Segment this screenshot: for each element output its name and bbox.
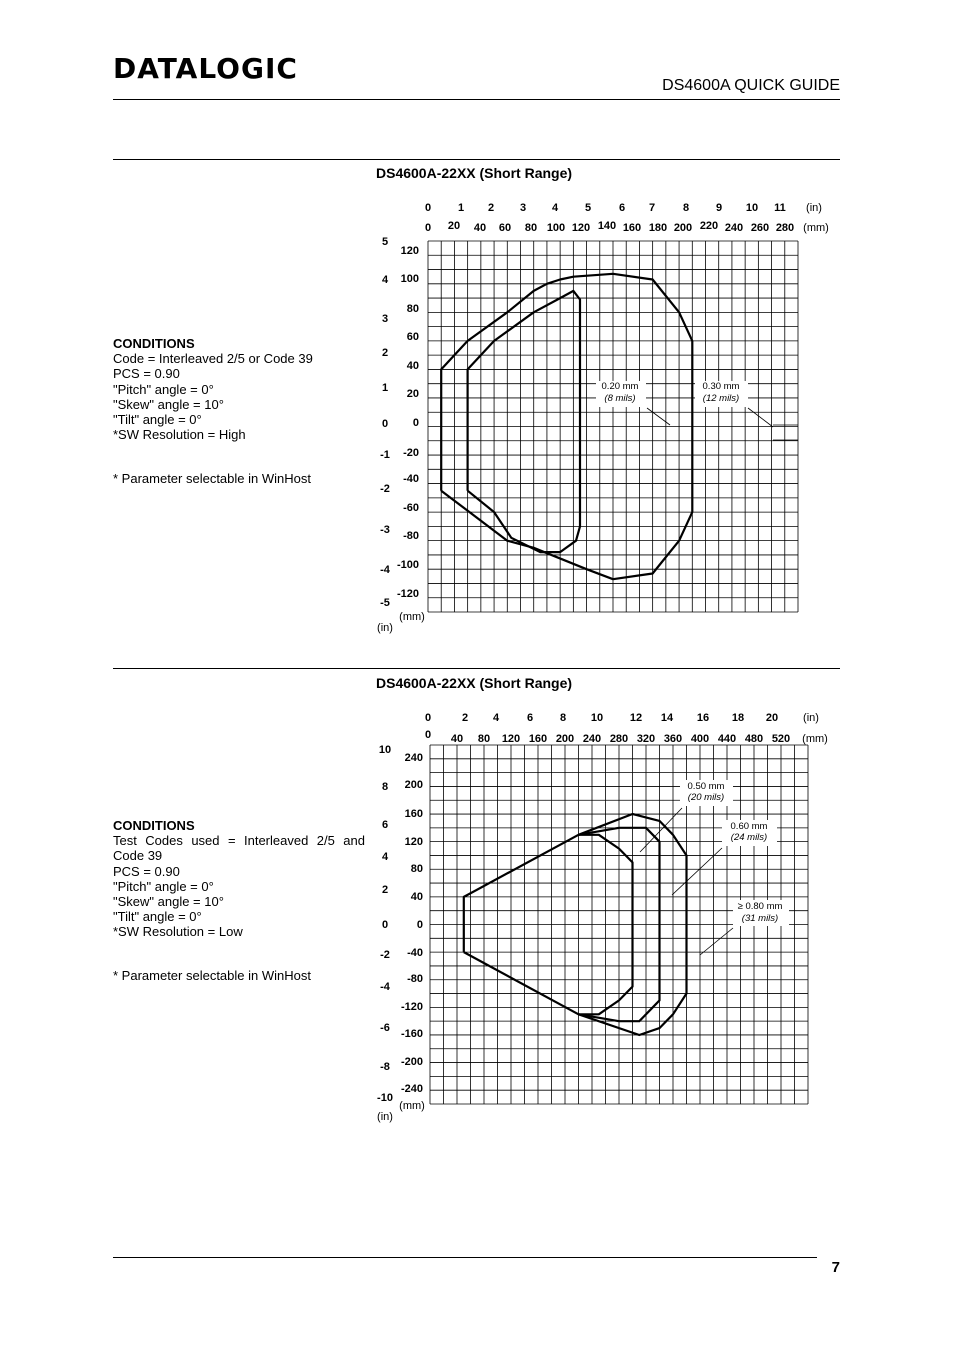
x-tick-label-in: 2: [461, 712, 469, 724]
footer-rule: [113, 1257, 817, 1258]
x-tick-label-mm: 40: [473, 222, 487, 234]
curve-label-leader: [700, 928, 733, 955]
x-tick-label-in: 6: [526, 712, 534, 724]
condition-line: PCS = 0.90: [113, 366, 180, 382]
section1-note: * Parameter selectable in WinHost: [113, 471, 311, 486]
y-tick-label-mm: 120: [400, 245, 419, 257]
y-tick-label-in: 3: [381, 313, 389, 325]
x-tick-label-in: 5: [584, 202, 592, 214]
y-unit-in: (in): [377, 622, 393, 634]
y-tick-label-in: 0: [381, 418, 389, 430]
y-tick-label-in: -6: [380, 1022, 390, 1034]
y-tick-label-in: -3: [380, 524, 390, 536]
x-tick-label-mm: 60: [498, 222, 512, 234]
y-tick-label-mm: -120: [396, 588, 419, 600]
x-tick-label-mm: 200: [673, 222, 693, 234]
x-unit-mm: (mm): [803, 222, 829, 234]
y-tick-label-mm: 200: [404, 779, 423, 791]
section2-title: DS4600A-22XX (Short Range): [376, 675, 573, 691]
x-tick-label-mm: 280: [775, 222, 795, 234]
curve-label-resolution: 0.50 mm: [687, 781, 725, 792]
y-tick-label-mm: 40: [410, 891, 423, 903]
y-tick-label-mm: 40: [406, 360, 419, 372]
x-tick-label-mm: 0: [424, 729, 432, 741]
x-tick-label-in: 2: [487, 202, 495, 214]
page-number: 7: [831, 1259, 840, 1276]
x-unit-in: (in): [806, 202, 822, 214]
curve-label-mils: (24 mils): [730, 832, 768, 843]
x-tick-label-mm: 80: [524, 222, 538, 234]
y-tick-label-mm: -40: [403, 473, 419, 485]
x-tick-label-mm: 280: [609, 733, 629, 745]
x-tick-label-mm: 480: [744, 733, 764, 745]
y-tick-label-in: -10: [377, 1092, 393, 1104]
y-tick-label-mm: -80: [407, 973, 423, 985]
condition-line: "Tilt" angle = 0°: [113, 412, 202, 428]
x-tick-label-in: 0: [424, 202, 432, 214]
x-tick-label-in: 3: [519, 202, 527, 214]
x-tick-label-in: 11: [774, 202, 786, 214]
y-tick-label-mm: 0: [412, 417, 419, 429]
x-tick-label-mm: 220: [699, 220, 719, 232]
condition-line: Code = Interleaved 2/5 or Code 39: [113, 351, 313, 367]
x-tick-label-mm: 160: [622, 222, 642, 234]
y-tick-label-mm: 0: [416, 919, 423, 931]
x-tick-label-in: 0: [424, 712, 432, 724]
conditions-heading: CONDITIONS: [113, 818, 195, 833]
x-tick-label-in: 1: [457, 202, 465, 214]
x-unit-mm: (mm): [802, 733, 828, 745]
section1-title: DS4600A-22XX (Short Range): [376, 165, 573, 181]
y-tick-label-in: 0: [381, 919, 389, 931]
y-tick-label-in: 4: [381, 274, 389, 286]
condition-line: "Pitch" angle = 0°: [113, 878, 214, 894]
x-unit-in: (in): [803, 712, 819, 724]
y-tick-label-mm: 240: [404, 752, 423, 764]
x-tick-label-in: 10: [590, 712, 604, 724]
x-tick-label-mm: 140: [597, 220, 617, 232]
x-tick-label-in: 12: [629, 712, 643, 724]
x-tick-label-mm: 160: [528, 733, 548, 745]
y-unit-mm: (mm): [399, 611, 425, 623]
x-tick-label-mm: 20: [447, 220, 461, 232]
x-tick-label-in: 20: [765, 712, 779, 724]
x-tick-label-mm: 520: [771, 733, 791, 745]
y-tick-label-in: 5: [381, 236, 389, 248]
x-tick-label-in: 9: [715, 202, 723, 214]
datalogic-logo: DATALOGIC: [113, 52, 298, 85]
y-tick-label-in: 10: [378, 744, 392, 756]
section2-note: * Parameter selectable in WinHost: [113, 968, 311, 983]
y-tick-label-mm: 100: [400, 273, 419, 285]
x-tick-label-mm: 360: [663, 733, 683, 745]
y-unit-in: (in): [377, 1111, 393, 1123]
y-tick-label-mm: 80: [406, 303, 419, 315]
curve-label-resolution: 0.30 mm: [702, 381, 740, 392]
x-tick-label-mm: 440: [717, 733, 737, 745]
y-tick-label-in: 1: [381, 382, 389, 394]
y-tick-label-mm: -160: [400, 1028, 423, 1040]
condition-line: "Tilt" angle = 0°: [113, 909, 202, 925]
y-tick-label-mm: -80: [403, 530, 419, 542]
curve-label-resolution: 0.60 mm: [730, 821, 768, 832]
y-tick-label-mm: -120: [400, 1001, 423, 1013]
y-tick-label-mm: -60: [403, 502, 419, 514]
x-tick-label-mm: 120: [571, 222, 591, 234]
curve-label-leader: [672, 848, 722, 895]
curve-label-resolution: 0.20 mm: [601, 381, 639, 392]
document-title: DS4600A QUICK GUIDE: [662, 77, 840, 94]
conditions-heading: CONDITIONS: [113, 336, 195, 351]
y-tick-label-mm: -240: [400, 1083, 423, 1095]
x-tick-label-mm: 100: [546, 222, 566, 234]
y-unit-mm: (mm): [399, 1100, 425, 1112]
y-tick-label-in: -4: [380, 981, 390, 993]
y-tick-label-in: 2: [381, 884, 389, 896]
y-tick-label-mm: 160: [404, 808, 423, 820]
curve-label-mils: (8 mils): [604, 393, 636, 404]
condition-line: "Pitch" angle = 0°: [113, 381, 214, 397]
x-tick-label-mm: 320: [636, 733, 656, 745]
x-tick-label-in: 10: [745, 202, 759, 214]
x-tick-label-mm: 240: [724, 222, 744, 234]
x-tick-label-mm: 400: [690, 733, 710, 745]
y-tick-label-in: -2: [380, 483, 390, 495]
y-tick-label-mm: 60: [406, 331, 419, 343]
y-tick-label-in: -4: [380, 564, 390, 576]
condition-line: *SW Resolution = High: [113, 427, 246, 443]
curve-label-mils: (31 mils): [741, 913, 779, 924]
condition-line: *SW Resolution = Low: [113, 924, 243, 940]
condition-line: Test Codes used = Interleaved 2/5 and Code 39: [113, 833, 365, 864]
y-tick-label-mm: -100: [396, 559, 419, 571]
x-tick-label-in: 8: [682, 202, 690, 214]
y-tick-label-mm: 80: [410, 863, 423, 875]
x-tick-label-mm: 260: [750, 222, 770, 234]
x-tick-label-mm: 120: [501, 733, 521, 745]
curve-label-mils: (20 mils): [687, 792, 725, 803]
y-tick-label-in: -2: [380, 949, 390, 961]
y-tick-label-mm: -20: [403, 447, 419, 459]
x-tick-label-in: 16: [696, 712, 710, 724]
curve-label-mils: (12 mils): [702, 393, 740, 404]
x-tick-label-mm: 0: [424, 222, 432, 234]
y-tick-label-in: -8: [380, 1061, 390, 1073]
condition-line: PCS = 0.90: [113, 863, 180, 879]
x-tick-label-in: 7: [648, 202, 656, 214]
x-tick-label-mm: 80: [477, 733, 491, 745]
x-tick-label-mm: 40: [450, 733, 464, 745]
y-tick-label-in: 2: [381, 347, 389, 359]
x-tick-label-in: 6: [618, 202, 626, 214]
y-tick-label-in: -1: [380, 449, 390, 461]
x-tick-label-in: 8: [559, 712, 567, 724]
condition-line: "Skew" angle = 10°: [113, 396, 224, 412]
x-tick-label-in: 14: [660, 712, 674, 724]
y-tick-label-mm: -40: [407, 947, 423, 959]
x-tick-label-mm: 200: [555, 733, 575, 745]
y-tick-label-mm: 120: [404, 836, 423, 848]
condition-line: "Skew" angle = 10°: [113, 894, 224, 910]
x-tick-label-in: 4: [551, 202, 559, 214]
x-tick-label-in: 4: [492, 712, 500, 724]
x-tick-label-mm: 180: [648, 222, 668, 234]
y-tick-label-in: 6: [381, 819, 389, 831]
x-tick-label-mm: 240: [582, 733, 602, 745]
y-tick-label-in: -5: [380, 597, 390, 609]
x-tick-label-in: 18: [731, 712, 745, 724]
y-tick-label-mm: -200: [400, 1056, 423, 1068]
y-tick-label-mm: 20: [406, 388, 419, 400]
y-tick-label-in: 4: [381, 851, 389, 863]
curve-label-resolution: ≥ 0.80 mm: [737, 901, 783, 912]
y-tick-label-in: 8: [381, 781, 389, 793]
